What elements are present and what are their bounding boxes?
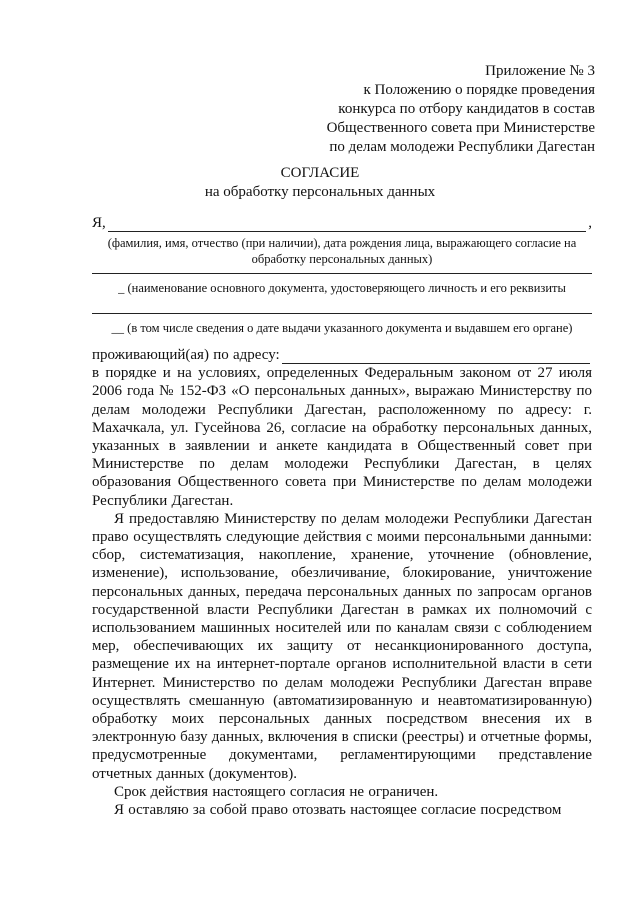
name-caption: (фамилия, имя, отчество (при наличии), дата рождения лица, выражающего согласие на обработку персональных данных) bbox=[107, 236, 577, 266]
document-caption: _ (наименование основного документа, удостоверяющего личность и его реквизиты bbox=[118, 281, 566, 295]
appendix-header bbox=[175, 62, 595, 157]
comma: , bbox=[588, 215, 592, 231]
appendix-number: Приложение № 3 bbox=[485, 63, 595, 79]
appendix-line: Общественного совета при Министерстве bbox=[326, 120, 595, 136]
appendix-line: к Положению о порядке проведения bbox=[363, 82, 595, 98]
document-title bbox=[0, 164, 640, 202]
address-input-line[interactable] bbox=[282, 350, 590, 364]
ya-label: Я, bbox=[92, 215, 106, 231]
document-input-line[interactable] bbox=[92, 272, 592, 274]
title-subheading: на обработку персональных данных bbox=[204, 184, 436, 200]
paragraph-revoke: Я оставляю за собой право отозвать настоящее согласие посредством bbox=[114, 802, 562, 819]
name-field-block bbox=[92, 213, 592, 267]
issuer-caption: __ (в том числе сведения о дате выдачи указанного документа и выдавшем его органе) bbox=[111, 321, 573, 335]
appendix-line: конкурса по отбору кандидатов в состав bbox=[338, 101, 595, 117]
paragraph-conditions: в порядке и на условиях, определенных Федеральным законом от 27 июля 2006 года № 152-ФЗ «О персональных данных», выражаю Министерству по делам молодежи Республики Дагестан, расположенному по адресу: г. Махачкала, ул. Гусейнова 26, согласие на обработку персональных данных, указанных в заявлении и анкете кандидата в Общественный совет при Министерстве по делам молодежи Республики Дагестан, в целях образования Общественного совета при Министерстве по делам молодежи Республики Дагестан. bbox=[92, 365, 592, 509]
address-label: проживающий(ая) по адресу: bbox=[92, 347, 280, 363]
title-heading: СОГЛАСИЕ bbox=[280, 165, 360, 181]
consent-body bbox=[92, 346, 592, 819]
address-line bbox=[92, 346, 592, 364]
name-input-line[interactable] bbox=[108, 217, 586, 232]
issuer-input-line[interactable] bbox=[92, 312, 592, 314]
paragraph-term: Срок действия настоящего согласия не ограничен. bbox=[114, 783, 439, 800]
paragraph-rights: Я предоставляю Министерству по делам молодежи Республики Дагестан право осуществлять следующие действия с моими персональными данными: сбор, систематизация, накопление, хранение, уточнение (обновление, изменение), использование, обезличивание, блокирование, уничтожение персональных данных, передача персональных данных по запросам органов государственной власти Республики Дагестан в рамках их полномочий с использованием машинных носителей или по каналам связи с соблюдением мер, обеспечивающих их защиту от несанкционированного доступа, размещение их на интернет-портале органов исполнительной власти в сети Интернет. Министерство по делам молодежи Республики Дагестан вправе осуществлять смешанную (автоматизированную и неавтоматизированную) обработку моих персональных данных посредством внесения их в электронную базу данных, включения в списки (реестры) и отчетные формы, предусмотренные документами, регламентирующими представление отчетных данных (документов). bbox=[92, 510, 593, 782]
issuer-field-block bbox=[92, 312, 592, 336]
appendix-line: по делам молодежи Республики Дагестан bbox=[329, 139, 595, 155]
document-field-block bbox=[92, 272, 592, 296]
